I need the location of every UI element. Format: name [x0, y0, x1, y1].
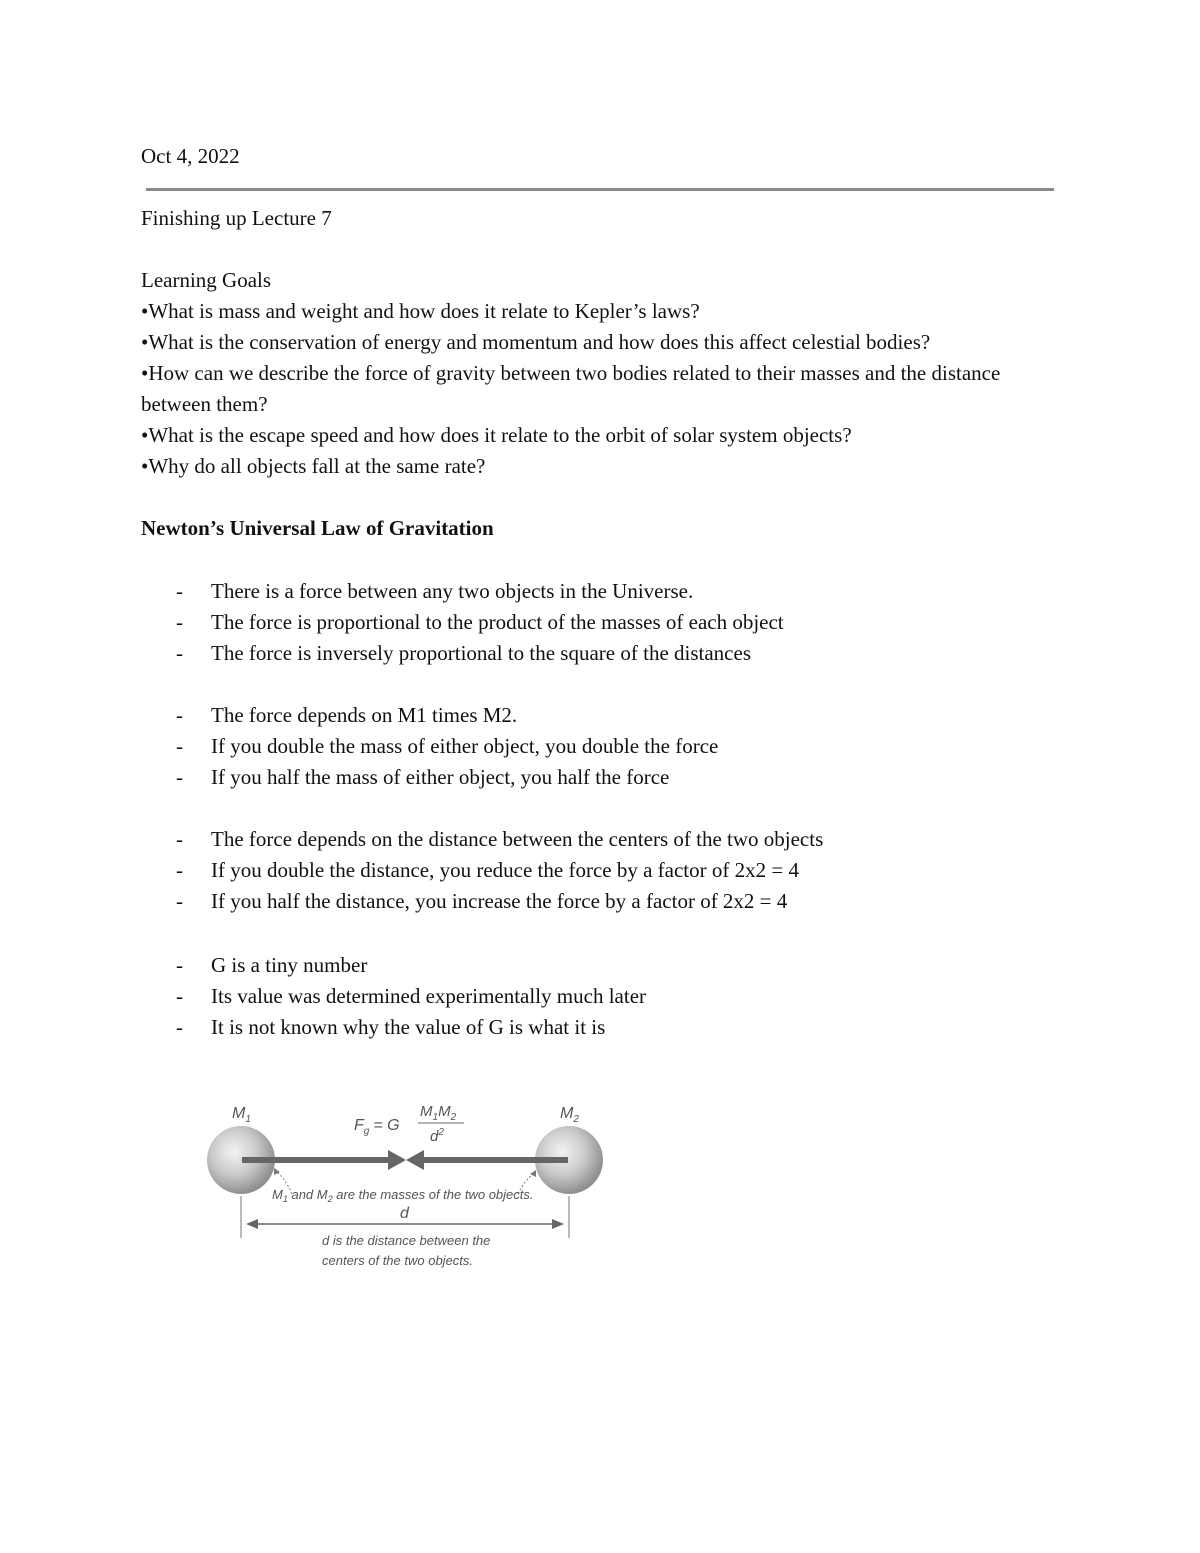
formula-numerator: $M_1M_2$ [420, 1103, 457, 1123]
distance-caption-line2: centers of the two objects. [322, 1253, 474, 1268]
distance-arrowhead-left [246, 1219, 258, 1229]
list-item-text: There is a force between any two objects in the Universe. [211, 579, 694, 603]
dash-bullet: - [176, 1015, 183, 1039]
horizontal-rule [146, 188, 1054, 191]
list-item [176, 981, 646, 1012]
list-item [176, 762, 718, 793]
list-item-text: The force is inversely proportional to the square of the distances [211, 641, 751, 665]
list-item [176, 855, 823, 886]
masses-caption: $M_1$ and $M_2$ are the masses of the two objects. [272, 1187, 534, 1204]
bullet-group [176, 576, 784, 669]
list-item-text: It is not known why the value of G is what it is [211, 1015, 606, 1039]
m1-label: $M_1$ [232, 1105, 251, 1125]
dash-bullet: - [176, 827, 183, 851]
bullet-group [176, 824, 823, 917]
list-item [176, 886, 823, 917]
m2-label: $M_2$ [560, 1105, 579, 1125]
list-item [176, 638, 784, 669]
learning-goal: •How can we describe the force of gravity between two bodies related to their masses and the distance between them? [141, 361, 1001, 416]
gravitation-diagram-svg [196, 1046, 680, 1286]
list-item [176, 607, 784, 638]
dash-bullet: - [176, 765, 183, 789]
list-item [176, 824, 823, 855]
section-title: Newton’s Universal Law of Gravitation [141, 516, 494, 540]
list-item-text: Its value was determined experimentally much later [211, 984, 647, 1008]
dash-bullet: - [176, 953, 183, 977]
formula-lhs: $F_g = G$ [354, 1117, 400, 1137]
pointer-head-1 [274, 1168, 280, 1175]
bullet-group [176, 950, 646, 1043]
lecture-title: Finishing up Lecture 7 [141, 206, 332, 230]
dash-bullet: - [176, 579, 183, 603]
list-item [176, 950, 646, 981]
dash-bullet: - [176, 703, 183, 727]
learning-goal: •What is mass and weight and how does it relate to Kepler’s laws? [141, 299, 700, 323]
dash-bullet: - [176, 984, 183, 1008]
dash-bullet: - [176, 610, 183, 634]
learning-goal: •Why do all objects fall at the same rate? [141, 454, 486, 478]
learning-goals-title: Learning Goals [141, 268, 272, 292]
list-item [176, 576, 784, 607]
list-item [176, 1012, 646, 1043]
formula-denominator: $d^2$ [430, 1127, 444, 1145]
dash-bullet: - [176, 889, 183, 913]
list-item-text: G is a tiny number [211, 953, 368, 977]
distance-caption-line1: d is the distance between the [322, 1233, 491, 1248]
force-arrowhead-1 [388, 1150, 406, 1170]
list-item [176, 700, 718, 731]
dash-bullet: - [176, 641, 183, 665]
distance-label: d [400, 1205, 409, 1222]
bullet-group [176, 700, 718, 793]
distance-arrowhead-right [552, 1219, 564, 1229]
learning-goal: •What is the escape speed and how does it relate to the orbit of solar system objects? [141, 423, 852, 447]
dash-bullet: - [176, 858, 183, 882]
list-item-text: The force is proportional to the product of the masses of each object [211, 610, 784, 634]
gravitation-diagram [196, 1046, 680, 1286]
dash-bullet: - [176, 734, 183, 758]
learning-goals-list [141, 296, 1041, 482]
list-item-text: If you half the mass of either object, you half the force [211, 765, 670, 789]
list-item [176, 731, 718, 762]
pointer-head-2 [530, 1170, 536, 1177]
date: Oct 4, 2022 [141, 144, 240, 168]
list-item-text: The force depends on the distance between the centers of the two objects [211, 827, 824, 851]
list-item-text: The force depends on M1 times M2. [211, 703, 518, 727]
force-arrowhead-2 [406, 1150, 424, 1170]
learning-goal: •What is the conservation of energy and momentum and how does this affect celestial bodies? [141, 330, 931, 354]
list-item-text: If you double the distance, you reduce the force by a factor of 2x2 = 4 [211, 858, 799, 882]
list-item-text: If you double the mass of either object, you double the force [211, 734, 719, 758]
list-item-text: If you half the distance, you increase the force by a factor of 2x2 = 4 [211, 889, 788, 913]
